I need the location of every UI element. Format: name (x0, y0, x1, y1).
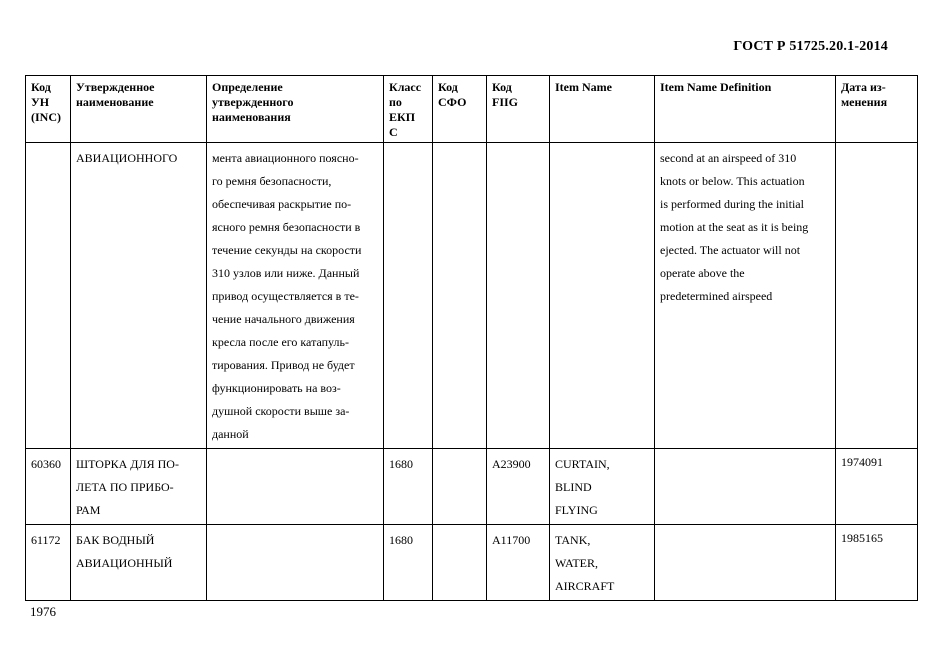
header-sfo: Код СФО (433, 76, 487, 143)
cell-item-name-definition (655, 449, 836, 525)
cell-sfo (433, 525, 487, 601)
cell-class (384, 143, 433, 449)
cell-date: 1985165 (836, 525, 918, 601)
cell-definition (207, 525, 384, 601)
cell-code: 61172 (26, 525, 71, 601)
classification-table (25, 75, 918, 601)
cell-approved-name: БАК ВОДНЫЙ АВИАЦИОННЫЙ (71, 525, 207, 601)
cell-fiig (487, 143, 550, 449)
cell-sfo (433, 449, 487, 525)
header-item-name-definition: Item Name Definition (655, 76, 836, 143)
table-row (26, 143, 918, 449)
cell-approved-name: ШТОРКА ДЛЯ ПО- ЛЕТА ПО ПРИБО- РАМ (71, 449, 207, 525)
cell-sfo (433, 143, 487, 449)
table-row (26, 449, 918, 525)
cell-definition: мента авиационного поясно- го ремня безопасности, обеспечивая раскрытие по- ясного ремня безопасности в течение секунды на скорости 310 узлов или ниже. Данный привод осуществляется в те- чение начального движения кресла после его катапуль- тирования. Привод не будет функционировать на воз- душной скорости выше за- данной (207, 143, 384, 449)
cell-code: 60360 (26, 449, 71, 525)
header-fiig: Код FIIG (487, 76, 550, 143)
table-header-row (26, 76, 918, 143)
header-approved-name: Утвержденное наименование (71, 76, 207, 143)
cell-date (836, 143, 918, 449)
cell-date: 1974091 (836, 449, 918, 525)
cell-code (26, 143, 71, 449)
cell-item-name: TANK, WATER, AIRCRAFT (550, 525, 655, 601)
cell-fiig: A11700 (487, 525, 550, 601)
document-header: ГОСТ Р 51725.20.1-2014 (733, 39, 888, 54)
page-number: 1976 (30, 604, 56, 619)
header-definition: Определение утвержденного наименования (207, 76, 384, 143)
cell-item-name (550, 143, 655, 449)
header-item-name: Item Name (550, 76, 655, 143)
header-class: Класс по ЕКП С (384, 76, 433, 143)
cell-class: 1680 (384, 525, 433, 601)
cell-item-name-definition (655, 525, 836, 601)
table-row (26, 525, 918, 601)
cell-class: 1680 (384, 449, 433, 525)
header-code: Код УН (INC) (26, 76, 71, 143)
cell-approved-name: АВИАЦИОННОГО (71, 143, 207, 449)
header-date: Дата из- менения (836, 76, 918, 143)
cell-fiig: A23900 (487, 449, 550, 525)
cell-item-name: CURTAIN, BLIND FLYING (550, 449, 655, 525)
cell-definition (207, 449, 384, 525)
cell-item-name-definition: second at an airspeed of 310 knots or below. This actuation is performed during the initial motion at the seat as it is being ejected. The actuator will not operate above the predetermined airspeed (655, 143, 836, 449)
